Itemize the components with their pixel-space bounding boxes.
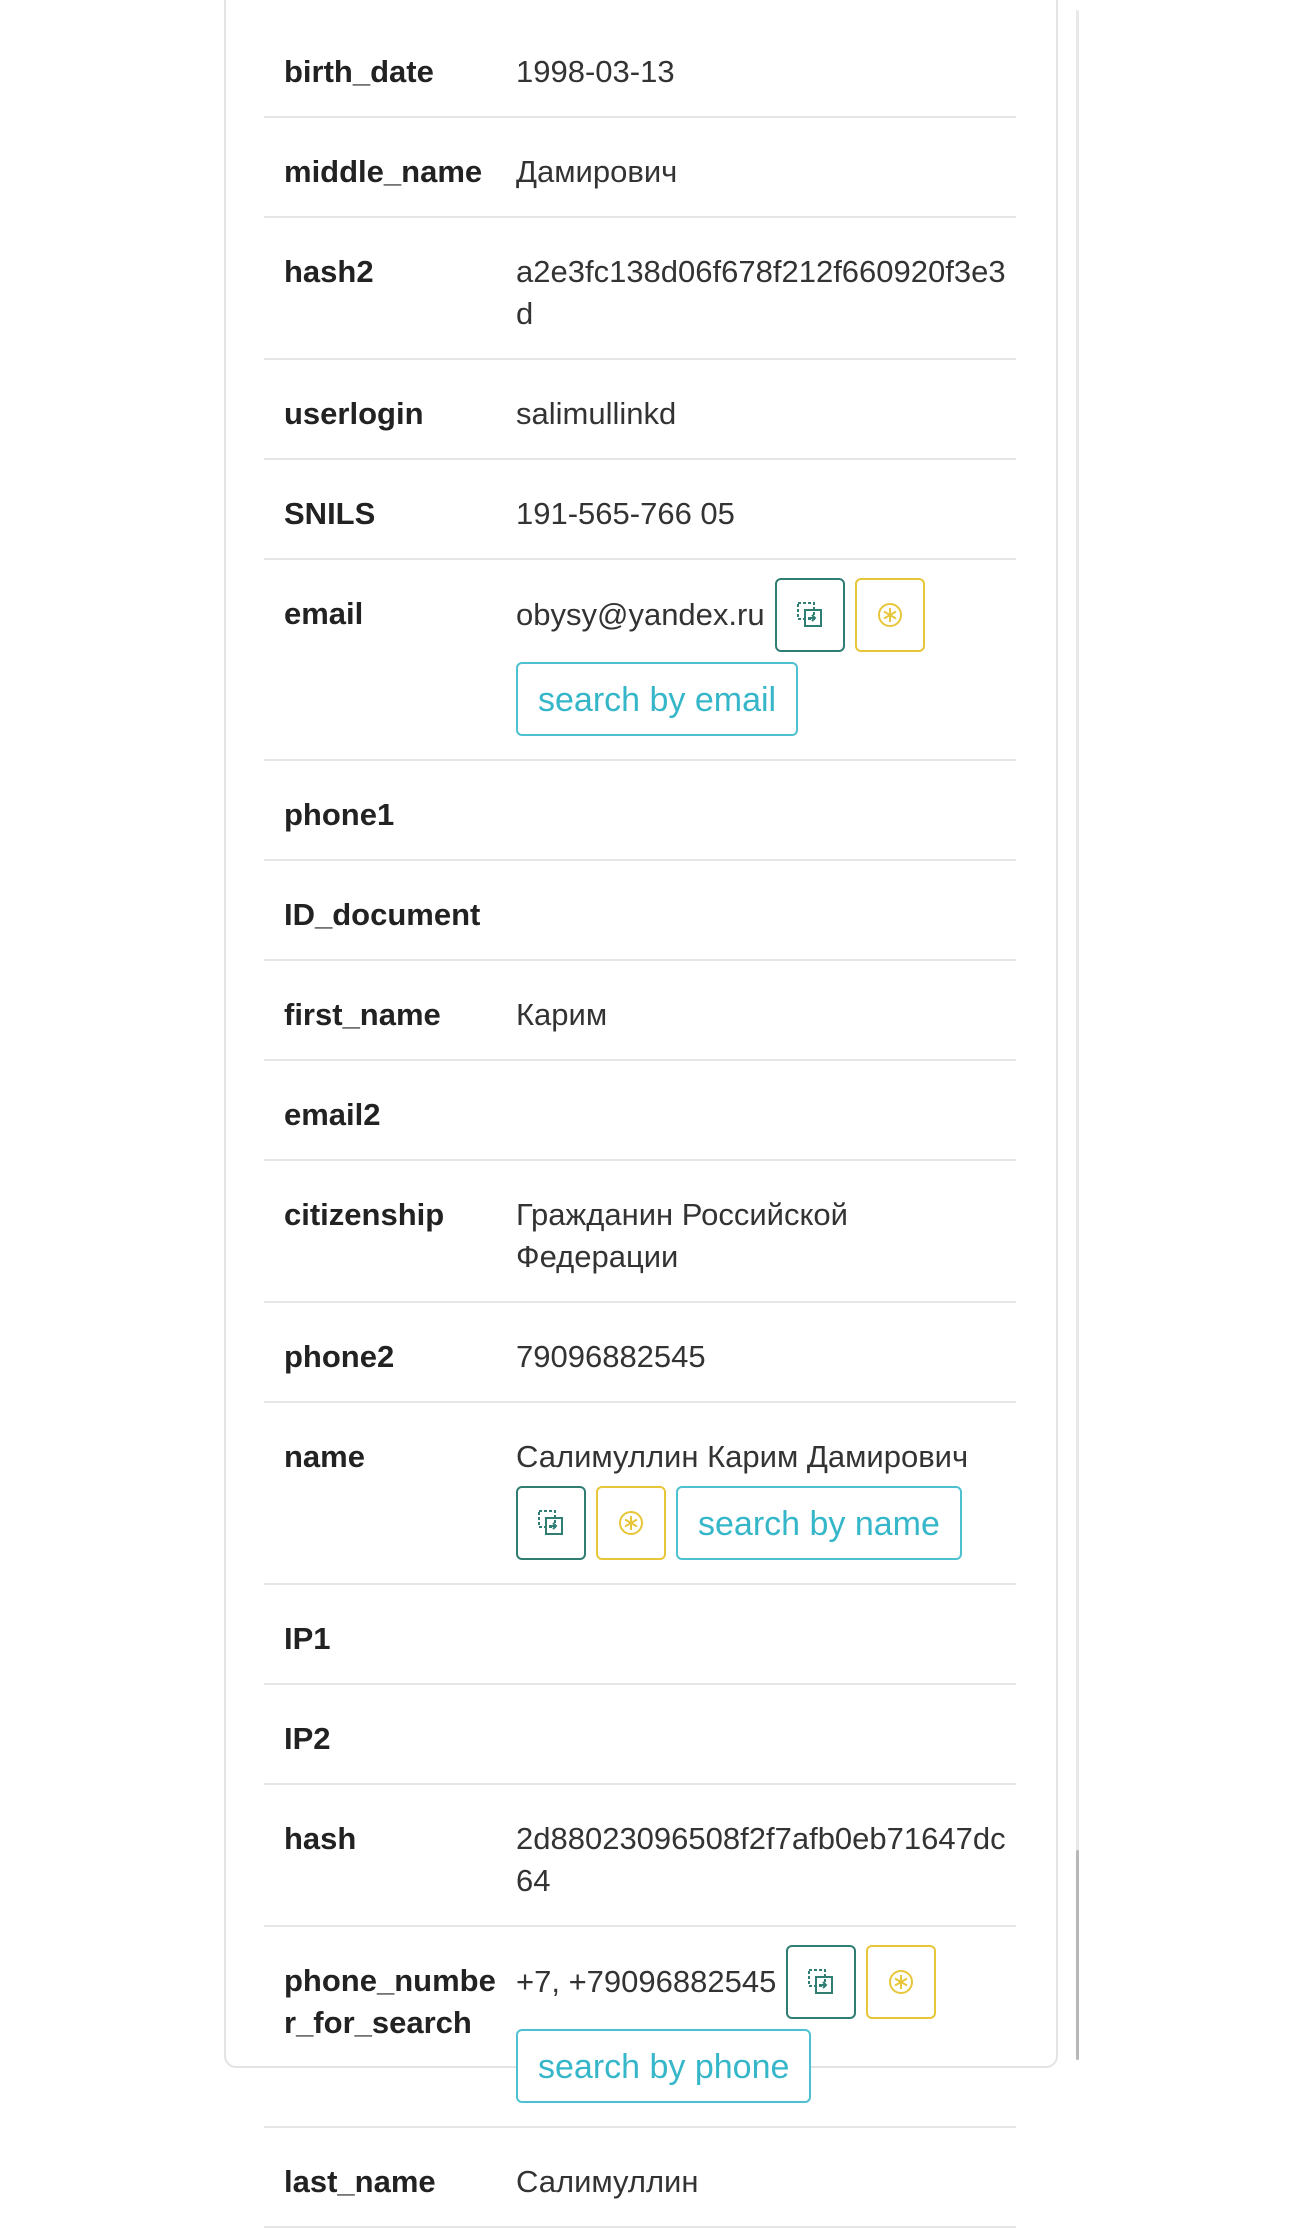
field-value [496,760,1016,860]
table-row [264,18,1016,117]
field-key: IP2 [264,1684,496,1784]
table-row [264,960,1016,1060]
table-row [264,860,1016,960]
field-value: 191-565-766 05 [496,459,1016,559]
field-value: 1998-03-13 [496,18,1016,117]
field-value [496,1684,1016,1784]
field-value [496,1584,1016,1684]
table-row [264,1302,1016,1402]
scrollbar-thumb[interactable] [1076,1850,1079,2060]
field-key: email2 [264,1060,496,1160]
star-circle-icon [876,601,904,629]
field-key: userlogin [264,359,496,459]
table-row [264,359,1016,459]
field-value [496,860,1016,960]
field-key: name [264,1402,496,1584]
field-value: 2d88023096508f2f7afb0eb71647dc64 [496,1784,1016,1926]
search-by-phone-button[interactable]: search by phone [516,2029,811,2103]
copy-icon [536,1508,566,1538]
table-row [264,459,1016,559]
copy-phone-button[interactable] [786,1945,856,2019]
table-row [264,1584,1016,1684]
field-key: birth_date [264,18,496,117]
field-value: Салимуллин [496,2127,1016,2227]
table-row [264,117,1016,217]
copy-icon [795,600,825,630]
table-row [264,559,1016,760]
search-by-name-button[interactable]: search by name [676,1486,962,1560]
field-key: citizenship [264,1160,496,1302]
mark-email-button[interactable] [855,578,925,652]
table-row [264,760,1016,860]
phone-search-value: +7, +79096882545 [516,1964,777,1999]
name-value: Салимуллин Карим Дамирович [516,1439,969,1474]
field-value: Дамирович [496,117,1016,217]
field-key: hash2 [264,217,496,359]
field-key: email [264,559,496,760]
field-key: middle_name [264,117,496,217]
star-circle-icon [887,1968,915,1996]
star-circle-icon [617,1509,645,1537]
field-value: salimullinkd [496,359,1016,459]
table-row [264,1402,1016,1584]
field-key: phone_number_for_search [264,1926,496,2127]
copy-icon [806,1967,836,1997]
table-row [264,1160,1016,1302]
field-key: hash [264,1784,496,1926]
field-key: phone2 [264,1302,496,1402]
search-by-email-button[interactable]: search by email [516,662,798,736]
mark-name-button[interactable] [596,1486,666,1560]
table-row [264,1684,1016,1784]
table-row [264,1926,1016,2127]
field-value: 79096882545 [496,1302,1016,1402]
field-key: phone1 [264,760,496,860]
scrollbar[interactable] [1076,10,1079,2060]
field-value: a2e3fc138d06f678f212f660920f3e3d [496,217,1016,359]
field-value-cell [496,1402,1016,1584]
field-key: SNILS [264,459,496,559]
field-value: Гражданин Российской Федерации [496,1160,1016,1302]
email-value: obysy@yandex.ru [516,597,765,632]
field-key: ID_document [264,860,496,960]
field-key: first_name [264,960,496,1060]
field-value: Карим [496,960,1016,1060]
table-row [264,2127,1016,2227]
mark-phone-button[interactable] [866,1945,936,2019]
copy-email-button[interactable] [775,578,845,652]
table-row [264,1060,1016,1160]
field-value-cell [496,1926,1016,2127]
table-row [264,217,1016,359]
field-value [496,1060,1016,1160]
field-value-cell [496,559,1016,760]
copy-name-button[interactable] [516,1486,586,1560]
record-table [264,18,1016,2228]
field-key: last_name [264,2127,496,2227]
table-row [264,1784,1016,1926]
field-key: IP1 [264,1584,496,1684]
